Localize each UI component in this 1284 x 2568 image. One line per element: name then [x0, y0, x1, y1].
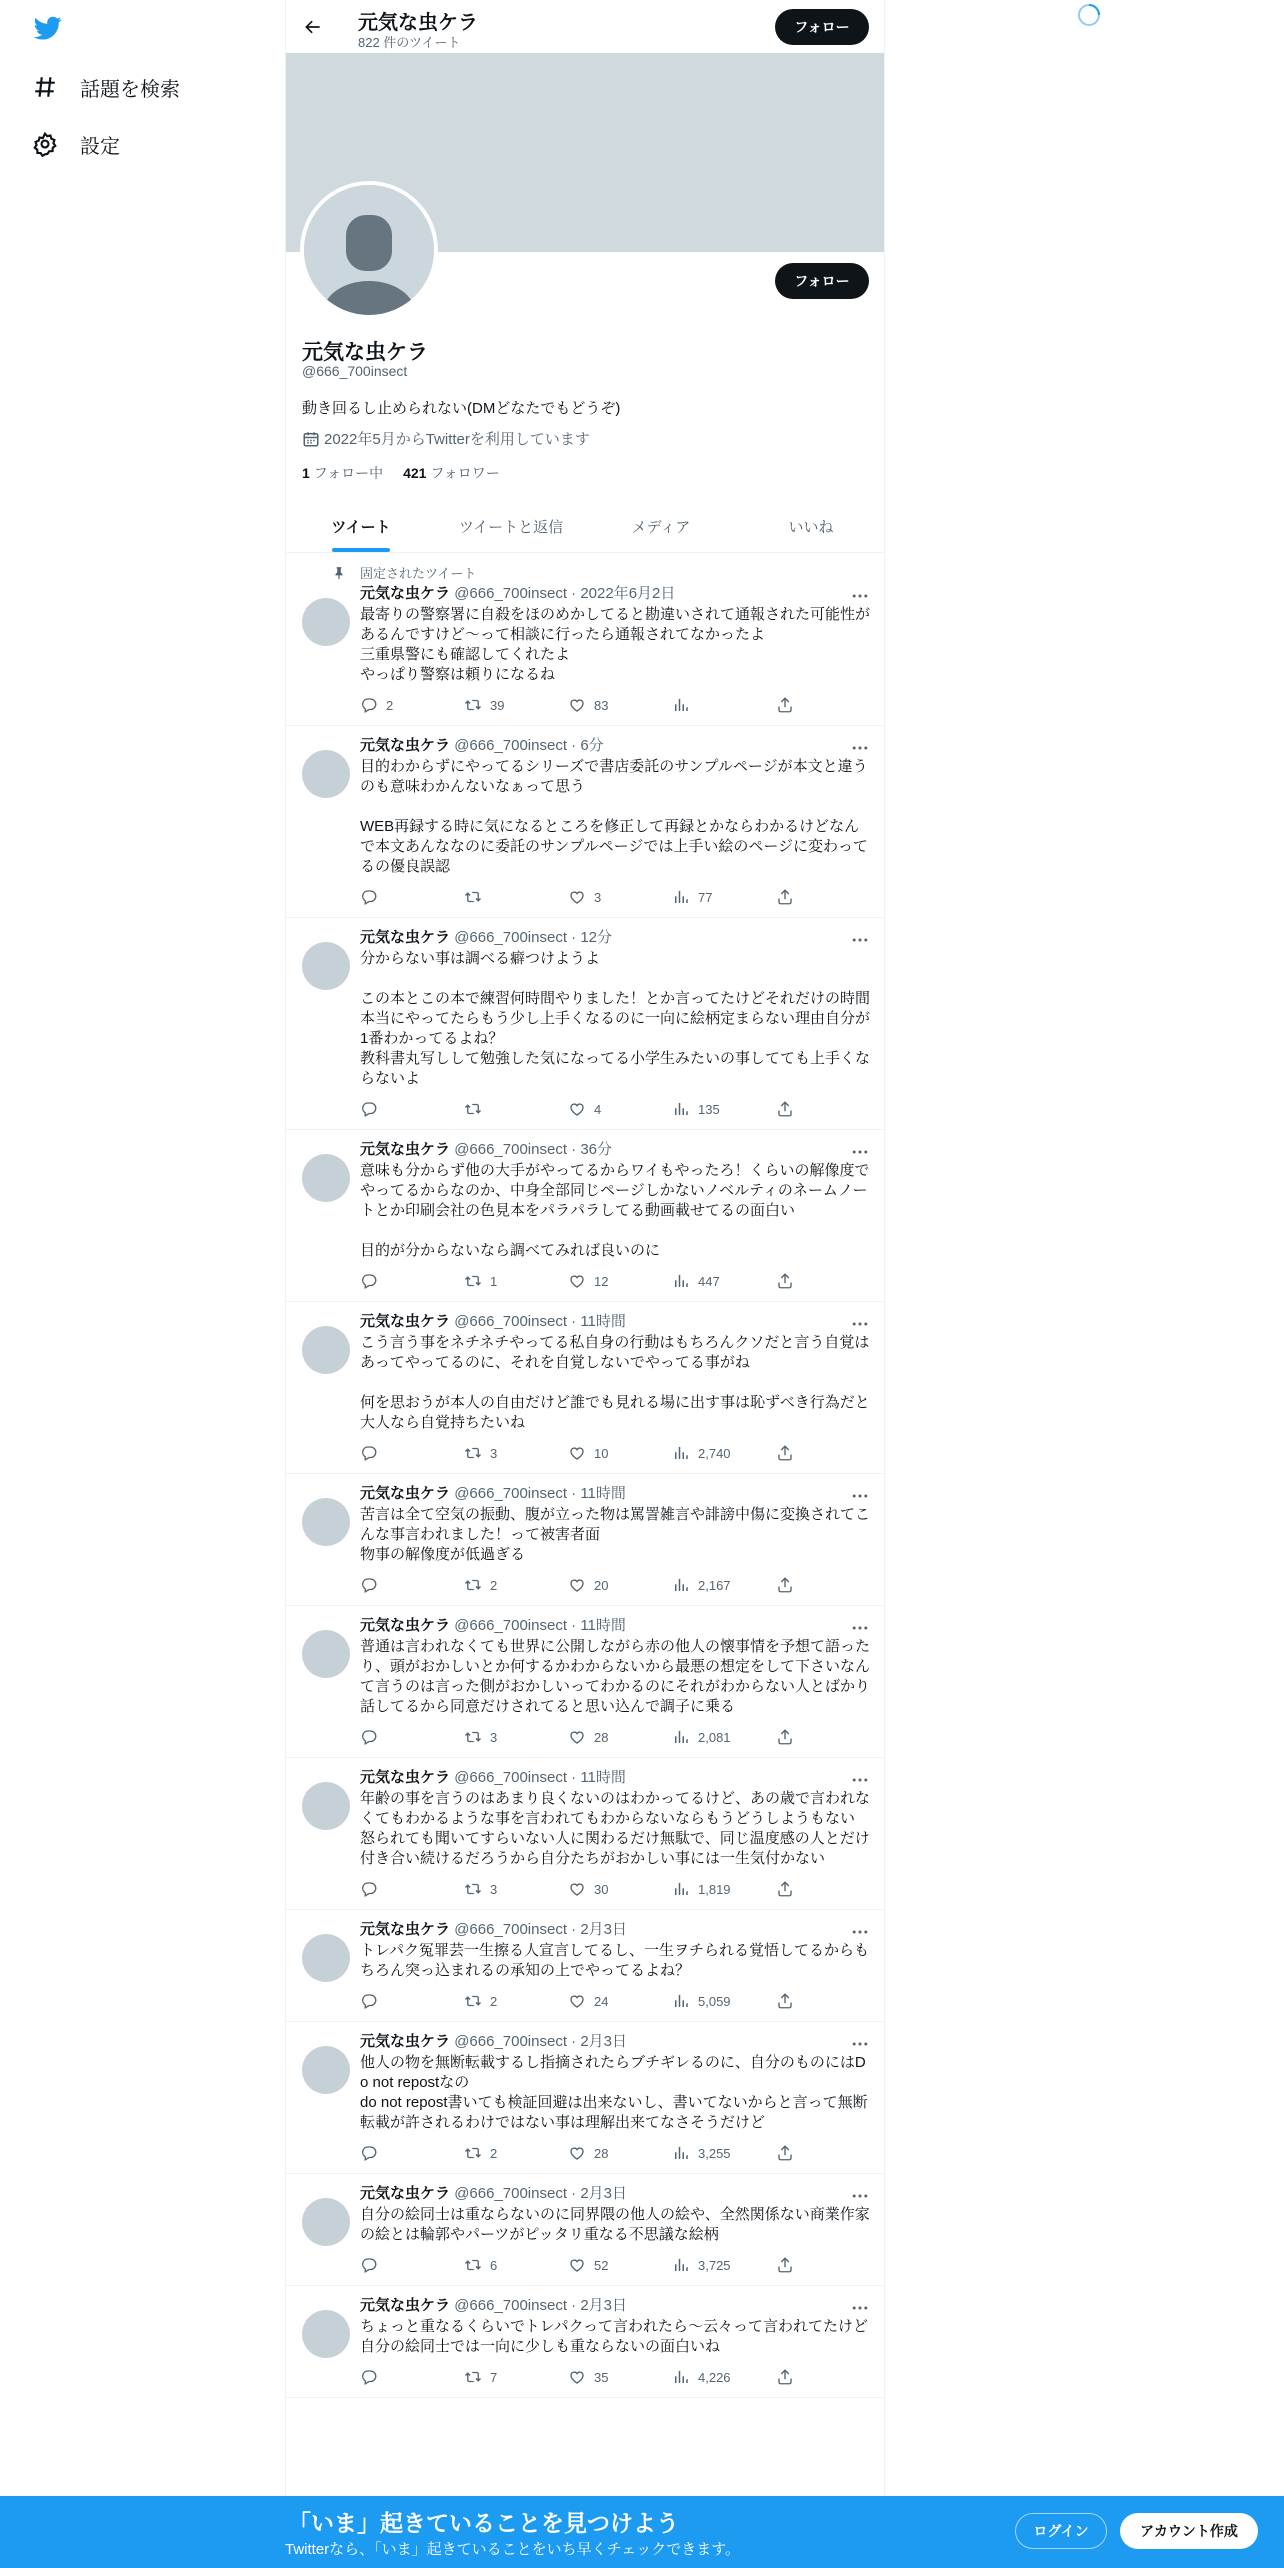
- tweet-author-name[interactable]: 元気な虫ケラ: [360, 1313, 451, 1330]
- reply-button[interactable]: [360, 1272, 464, 1290]
- views-count: 447: [698, 1273, 720, 1289]
- hashtag-icon: [32, 74, 58, 100]
- views-button[interactable]: [672, 1992, 776, 2010]
- profile-name: 元気な虫ケラ: [302, 341, 428, 364]
- signup-banner: [0, 2496, 1284, 2568]
- following-count: 1: [302, 465, 310, 481]
- retweet-count: 39: [490, 697, 505, 713]
- heart-icon: [568, 1444, 594, 1462]
- tweet-author-name[interactable]: 元気な虫ケラ: [360, 1921, 451, 1938]
- retweet-button[interactable]: [464, 696, 568, 714]
- back-arrow-icon: [303, 17, 323, 37]
- retweet-button[interactable]: [464, 1576, 568, 1594]
- retweet-button[interactable]: [464, 2256, 568, 2274]
- retweet-button[interactable]: [464, 888, 568, 906]
- views-chart-icon: [672, 696, 698, 714]
- views-chart-icon: [672, 2144, 698, 2162]
- share-icon: [776, 1272, 802, 1290]
- more-options-icon[interactable]: [850, 2034, 870, 2054]
- twitter-logo-icon[interactable]: [31, 14, 65, 42]
- views-count: 5,059: [698, 1993, 731, 2009]
- profile-avatar[interactable]: [300, 181, 438, 319]
- tweet-header: [360, 1616, 870, 1636]
- tweet-actions: [360, 2367, 870, 2387]
- tweet[interactable]: [286, 1606, 885, 1758]
- tweet-avatar[interactable]: [302, 1630, 350, 1678]
- tweet-actions: [360, 1991, 870, 2011]
- more-options-icon[interactable]: [850, 1142, 870, 1162]
- tweet-actions: [360, 2255, 870, 2275]
- retweet-button[interactable]: [464, 2144, 568, 2162]
- tweet-header: [360, 1140, 870, 1160]
- views-chart-icon: [672, 2368, 698, 2386]
- tweet-avatar[interactable]: [302, 2310, 350, 2358]
- profile-joined-text: 2022年5月からTwitterを利用しています: [324, 431, 590, 448]
- tweet[interactable]: [286, 1910, 885, 2022]
- tweet-text: トレパク冤罪芸一生擦る人宣言してるし、一生ヲチられる覚悟してるからもちろん突っ込まれるの承知の上でやってるよね？: [360, 1942, 869, 1979]
- retweet-icon: [464, 1880, 490, 1898]
- tab-media[interactable]: メディア: [631, 518, 691, 536]
- views-count: 3,725: [698, 2257, 731, 2273]
- nav-explore[interactable]: [32, 67, 180, 107]
- like-count: 3: [594, 889, 602, 905]
- tweet-actions: [360, 1271, 870, 1291]
- like-button[interactable]: [568, 2256, 672, 2274]
- tweet-actions: [360, 695, 870, 715]
- tweet-meta[interactable]: @666_700insect · 36分: [454, 1141, 613, 1158]
- reply-icon: [360, 888, 386, 906]
- tweet-header: [360, 928, 870, 948]
- tweet[interactable]: [286, 2286, 885, 2398]
- followers-link[interactable]: [403, 463, 500, 483]
- tweet-text: 年齢の事を言うのはあまり良くないのはわかってるけど、あの歳で言われなくてもわかるような事を言われてもわからないならもうどうしようもない 怒られても聞いてすらいない人に関わるだけ無駄で、同じ温度感の人とだけ付き合い続けるだろうから自分たちがおかしい事には一生気付かない: [360, 1790, 871, 1867]
- views-chart-icon: [672, 1100, 698, 1118]
- retweet-icon: [464, 1100, 490, 1118]
- tweet-avatar[interactable]: [302, 2046, 350, 2094]
- profile-follow-stats: [302, 463, 500, 483]
- retweet-icon: [464, 888, 490, 906]
- like-count: 28: [594, 1729, 609, 1745]
- heart-icon: [568, 1100, 594, 1118]
- like-count: 28: [594, 2145, 609, 2161]
- gear-icon: [32, 131, 58, 157]
- tweet-author-name[interactable]: 元気な虫ケラ: [360, 2185, 451, 2202]
- default-avatar-icon: [304, 185, 434, 315]
- reply-button[interactable]: [360, 1880, 464, 1898]
- tweet-text: 意味も分からず他の大手がやってるからワイもやったろ！くらいの解像度でやってるからなのか、中身全部同じページしかないノベルティのネームノートとか印刷会社の色見本をパラパラしてる動画載せてるの面白い 目的が分からないなら調べてみれば良いのに: [360, 1162, 870, 1259]
- tweet-text: 苦言は全て空気の振動、腹が立った物は罵詈雑言や誹謗中傷に変換されてこんな事言われました！って被害者面 物事の解像度が低過ぎる: [360, 1506, 871, 1563]
- heart-icon: [568, 2368, 594, 2386]
- reply-icon: [360, 1444, 386, 1462]
- tab-likes[interactable]: いいね: [788, 518, 834, 536]
- views-button[interactable]: [672, 2144, 776, 2162]
- header-title: 元気な虫ケラ: [358, 12, 478, 34]
- views-count: 3,255: [698, 2145, 731, 2161]
- retweet-count: 3: [490, 1881, 498, 1897]
- loading-spinner-icon: [1077, 3, 1101, 27]
- retweet-count: 3: [490, 1729, 498, 1745]
- tweet-text: 分からない事は調べる癖つけようよ この本とこの本で練習何時間やりました！とか言ってたけどそれだけの時間本当にやってたらもう少し上手くなるのに一向に絵柄定まらない理由自分が1番わかってるよね？ 教科書丸写しして勉強した気になってる小学生みたいの事してても上手くならないよ: [360, 950, 871, 1087]
- views-chart-icon: [672, 888, 698, 906]
- reply-button[interactable]: [360, 2144, 464, 2162]
- share-icon: [776, 2144, 802, 2162]
- share-icon: [776, 1444, 802, 1462]
- retweet-count: 7: [490, 2369, 498, 2385]
- tab-tweets[interactable]: ツイート: [286, 500, 436, 552]
- like-button[interactable]: [568, 1576, 672, 1594]
- retweet-icon: [464, 2256, 490, 2274]
- share-icon: [776, 696, 802, 714]
- like-count: 30: [594, 1881, 609, 1897]
- tweet-avatar[interactable]: [302, 942, 350, 990]
- signup-banner-subtitle: Twitterなら、「いま」起きていることをいち早くチェックできます。: [285, 2541, 741, 2558]
- views-chart-icon: [672, 1992, 698, 2010]
- like-button[interactable]: [568, 1272, 672, 1290]
- reply-icon: [360, 1728, 386, 1746]
- like-button[interactable]: [568, 1100, 672, 1118]
- tweet-text: こう言う事をネチネチやってる私自身の行動はもちろんクソだと言う自覚はあってやってるのに、それを自覚しないでやってる事がね 何を思おうが本人の自由だけど誰でも見れる場に出す事は恥ずべき行為だと大人なら自覚持ちたいね: [360, 1334, 870, 1431]
- tweet-meta[interactable]: @666_700insect · 11時間: [454, 1617, 626, 1634]
- tweet-header: [360, 1920, 870, 1940]
- views-chart-icon: [672, 2256, 698, 2274]
- tweet[interactable]: [286, 2022, 885, 2174]
- views-button[interactable]: [672, 2368, 776, 2386]
- tweet-header: [360, 2184, 870, 2204]
- following-link[interactable]: [302, 463, 383, 483]
- tweet-meta[interactable]: @666_700insect · 2月3日: [454, 2185, 628, 2202]
- tweet-actions: [360, 887, 870, 907]
- profile-follow-button[interactable]: フォロー: [775, 263, 869, 299]
- tweet-avatar[interactable]: [302, 1326, 350, 1374]
- retweet-button[interactable]: [464, 2368, 568, 2386]
- tweet-header: [360, 1312, 870, 1332]
- reply-button[interactable]: [360, 1100, 464, 1118]
- heart-icon: [568, 888, 594, 906]
- tweet-header: [360, 2032, 870, 2052]
- header-tweet-count: 822 件のツイート: [358, 35, 461, 50]
- reply-button[interactable]: [360, 696, 464, 714]
- tweet-avatar[interactable]: [302, 1498, 350, 1546]
- share-button[interactable]: [776, 1100, 802, 1118]
- share-icon: [776, 1728, 802, 1746]
- more-options-icon[interactable]: [850, 1618, 870, 1638]
- retweet-count: 2: [490, 2145, 498, 2161]
- tweet-header: [360, 1484, 870, 1504]
- tweet-header: [360, 1768, 870, 1788]
- views-chart-icon: [672, 1576, 698, 1594]
- views-button[interactable]: [672, 1272, 776, 1290]
- reply-button[interactable]: [360, 2256, 464, 2274]
- profile-column: [285, 0, 885, 2500]
- tweet-text: 自分の絵同士は重ならないのに同界隈の他人の絵や、全然関係ない商業作家の絵とは輪郭やパーツがピッタリ重なる不思議な絵柄: [360, 2206, 870, 2243]
- like-button[interactable]: [568, 1728, 672, 1746]
- like-count: 83: [594, 697, 609, 713]
- reply-button[interactable]: [360, 1992, 464, 2010]
- retweet-icon: [464, 2368, 490, 2386]
- tweet-actions: [360, 1099, 870, 1119]
- retweet-button[interactable]: [464, 1100, 568, 1118]
- tweet-author-name[interactable]: 元気な虫ケラ: [360, 1617, 451, 1634]
- heart-icon: [568, 1728, 594, 1746]
- retweet-count: 6: [490, 2257, 498, 2273]
- tweet[interactable]: [286, 1130, 885, 1302]
- reply-button[interactable]: [360, 1728, 464, 1746]
- reply-button[interactable]: [360, 1576, 464, 1594]
- reply-icon: [360, 2256, 386, 2274]
- reply-button[interactable]: [360, 2368, 464, 2386]
- views-chart-icon: [672, 1444, 698, 1462]
- views-button[interactable]: [672, 1576, 776, 1594]
- tweet-avatar[interactable]: [302, 1782, 350, 1830]
- tab-tweets-and-replies[interactable]: ツイートと返信: [458, 518, 564, 536]
- heart-icon: [568, 696, 594, 714]
- tweet-meta[interactable]: @666_700insect · 12分: [454, 929, 613, 946]
- tweet-meta[interactable]: @666_700insect · 2月3日: [454, 1921, 628, 1938]
- share-button[interactable]: [776, 1880, 802, 1898]
- share-icon: [776, 1992, 802, 2010]
- retweet-button[interactable]: [464, 1728, 568, 1746]
- share-button[interactable]: [776, 2368, 802, 2386]
- tweet-meta[interactable]: @666_700insect · 6分: [454, 737, 604, 754]
- profile-bio: 動き回るし止められない(DMどなたでもどうぞ): [302, 400, 621, 417]
- retweet-icon: [464, 1444, 490, 1462]
- like-button[interactable]: [568, 1880, 672, 1898]
- tweet-header: [360, 736, 870, 756]
- following-label: フォロー中: [313, 465, 384, 481]
- reply-icon: [360, 2144, 386, 2162]
- signup-button[interactable]: アカウント作成: [1120, 2513, 1258, 2549]
- heart-icon: [568, 2144, 594, 2162]
- reply-button[interactable]: [360, 888, 464, 906]
- like-button[interactable]: [568, 888, 672, 906]
- tweet[interactable]: [286, 1302, 885, 1474]
- nav-explore-label: 話題を検索: [80, 78, 180, 101]
- share-icon: [776, 888, 802, 906]
- tweet-text: 他人の物を無断転載するし指摘されたらブチギレるのに、自分のものにはDo not repostなの do not repost書いても検証回避は出来ないし、書いてないからと言って無断転載が許されるわけではない事は理解出来てなさそうだけど: [360, 2054, 868, 2131]
- calendar-icon: [302, 430, 320, 448]
- views-button[interactable]: [672, 1880, 776, 1898]
- retweet-count: 2: [490, 1577, 498, 1593]
- heart-icon: [568, 1576, 594, 1594]
- retweet-count: 1: [490, 1273, 498, 1289]
- share-button[interactable]: [776, 888, 802, 906]
- tweet-author-name[interactable]: 元気な虫ケラ: [360, 737, 451, 754]
- like-button[interactable]: [568, 2368, 672, 2386]
- tweet-text: ちょっと重なるくらいでトレパクって言われたら〜云々って言われてたけど自分の絵同士では一向に少しも重ならないの面白いね: [360, 2318, 869, 2355]
- signup-banner-title: 「いま」起きていることを見つけよう: [288, 2510, 679, 2536]
- tweet-header: [360, 2296, 870, 2316]
- share-button[interactable]: [776, 1728, 802, 1746]
- share-button[interactable]: [776, 696, 802, 714]
- like-count: 12: [594, 1273, 609, 1289]
- share-button[interactable]: [776, 1576, 802, 1594]
- heart-icon: [568, 1272, 594, 1290]
- share-button[interactable]: [776, 1444, 802, 1462]
- reply-icon: [360, 1880, 386, 1898]
- pin-icon: [332, 566, 346, 580]
- pinned-tweet-label: [330, 563, 870, 582]
- nav-settings-label: 設定: [80, 135, 120, 158]
- like-button[interactable]: [568, 1444, 672, 1462]
- views-chart-icon: [672, 1880, 698, 1898]
- profile-joined: [302, 428, 590, 449]
- tweet-text: 最寄りの警察署に自殺をほのめかしてると勘違いされて通報された可能性があるんですけど〜って相談に行ったら通報されてなかったよ 三重県警にも確認してくれたよ やっぱり警察は頼りになるね: [360, 606, 871, 683]
- retweet-icon: [464, 696, 490, 714]
- tweet-meta[interactable]: @666_700insect · 2月3日: [454, 2297, 628, 2314]
- tweet-meta[interactable]: @666_700insect · 2022年6月2日: [454, 585, 676, 602]
- tweet-author-name[interactable]: 元気な虫ケラ: [360, 1769, 451, 1786]
- heart-icon: [568, 1880, 594, 1898]
- views-button[interactable]: [672, 2256, 776, 2274]
- retweet-button[interactable]: [464, 1880, 568, 1898]
- tweet-author-name[interactable]: 元気な虫ケラ: [360, 929, 451, 946]
- nav-settings[interactable]: [32, 124, 120, 164]
- tweet-avatar[interactable]: [302, 1154, 350, 1202]
- tweet-timeline: [286, 553, 885, 2398]
- profile-handle: @666_700insect: [302, 363, 408, 379]
- tweet-author-name[interactable]: 元気な虫ケラ: [360, 585, 451, 602]
- views-button[interactable]: [672, 1100, 776, 1118]
- share-icon: [776, 2368, 802, 2386]
- more-options-icon[interactable]: [850, 1314, 870, 1334]
- retweet-button[interactable]: [464, 1272, 568, 1290]
- like-count: 35: [594, 2369, 609, 2385]
- share-button[interactable]: [776, 2256, 802, 2274]
- views-count: 2,167: [698, 1577, 731, 1593]
- share-button[interactable]: [776, 1272, 802, 1290]
- tweet-actions: [360, 1443, 870, 1463]
- views-count: 1,819: [698, 1881, 731, 1897]
- share-button[interactable]: [776, 2144, 802, 2162]
- back-button[interactable]: [296, 10, 330, 44]
- tweet-author-name[interactable]: 元気な虫ケラ: [360, 2033, 451, 2050]
- tweet[interactable]: [286, 918, 885, 1130]
- tweet-author-name[interactable]: 元気な虫ケラ: [360, 1141, 451, 1158]
- tweet-avatar[interactable]: [302, 1934, 350, 1982]
- retweet-icon: [464, 1992, 490, 2010]
- tweet-meta[interactable]: @666_700insect · 11時間: [454, 1769, 626, 1786]
- header-follow-button[interactable]: フォロー: [775, 9, 869, 45]
- like-count: 10: [594, 1445, 609, 1461]
- share-icon: [776, 1880, 802, 1898]
- tweet-meta[interactable]: @666_700insect · 11時間: [454, 1313, 626, 1330]
- reply-icon: [360, 2368, 386, 2386]
- more-options-icon[interactable]: [850, 2298, 870, 2318]
- share-icon: [776, 1100, 802, 1118]
- tweet-actions: [360, 1575, 870, 1595]
- tweet[interactable]: [286, 1474, 885, 1606]
- profile-tabs: [286, 500, 885, 553]
- tweet-text: 普通は言われなくても世界に公開しながら赤の他人の懐事情を予想て語ったり、頭がおかしいとか何するかわからないから最悪の想定をして下さいなんて言うのは言った側がおかしいってわかるのにそれがわからない人とばかり話してるから同意だけされてると思い込んで調子に乗る: [360, 1638, 871, 1715]
- like-count: 20: [594, 1577, 609, 1593]
- more-options-icon[interactable]: [850, 1486, 870, 1506]
- tweet-avatar[interactable]: [302, 598, 350, 646]
- views-count: 2,740: [698, 1445, 731, 1461]
- views-count: 4,226: [698, 2369, 731, 2385]
- more-options-icon[interactable]: [850, 1770, 870, 1790]
- tweet-meta[interactable]: @666_700insect · 11時間: [454, 1485, 626, 1502]
- tweet-avatar[interactable]: [302, 2198, 350, 2246]
- tweet[interactable]: [286, 726, 885, 918]
- tweet[interactable]: [286, 2174, 885, 2286]
- retweet-icon: [464, 1728, 490, 1746]
- share-icon: [776, 1576, 802, 1594]
- reply-icon: [360, 1576, 386, 1594]
- retweet-count: 3: [490, 1445, 498, 1461]
- reply-count: 2: [386, 697, 394, 713]
- retweet-button[interactable]: [464, 1992, 568, 2010]
- like-button[interactable]: [568, 1992, 672, 2010]
- views-count: 2,081: [698, 1729, 731, 1745]
- heart-icon: [568, 1992, 594, 2010]
- tweet-text: 目的わからずにやってるシリーズで書店委託のサンプルページが本文と違うのも意味わかんないなぁって思う WEB再録する時に気になるところを修正して再録とかならわかるけどなんで本文あんななのに委託のサンプルページでは上手い絵のページに変わってるの優良誤認: [360, 758, 868, 875]
- retweet-count: 2: [490, 1993, 498, 2009]
- profile-header-bar: [286, 0, 885, 53]
- more-options-icon[interactable]: [850, 586, 870, 606]
- views-button[interactable]: [672, 696, 776, 714]
- views-button[interactable]: [672, 1728, 776, 1746]
- reply-icon: [360, 1272, 386, 1290]
- reply-icon: [360, 1100, 386, 1118]
- followers-label: フォロワー: [430, 465, 500, 481]
- retweet-icon: [464, 1576, 490, 1594]
- more-options-icon[interactable]: [850, 2186, 870, 2206]
- tweet-author-name[interactable]: 元気な虫ケラ: [360, 2297, 451, 2314]
- tweet-header: [360, 584, 870, 604]
- pinned-label-text: 固定されたツイート: [360, 566, 477, 581]
- heart-icon: [568, 2256, 594, 2274]
- login-button[interactable]: ログイン: [1015, 2513, 1107, 2549]
- retweet-icon: [464, 2144, 490, 2162]
- like-button[interactable]: [568, 696, 672, 714]
- reply-icon: [360, 696, 386, 714]
- more-options-icon[interactable]: [850, 738, 870, 758]
- like-count: 4: [594, 1101, 602, 1117]
- tweet-actions: [360, 1727, 870, 1747]
- reply-icon: [360, 1992, 386, 2010]
- tweet[interactable]: [286, 1758, 885, 1910]
- tweet-actions: [360, 2143, 870, 2163]
- reply-button[interactable]: [360, 1444, 464, 1462]
- views-chart-icon: [672, 1728, 698, 1746]
- more-options-icon[interactable]: [850, 1922, 870, 1942]
- tweet[interactable]: [286, 553, 885, 726]
- followers-count: 421: [403, 465, 427, 481]
- retweet-icon: [464, 1272, 490, 1290]
- like-count: 24: [594, 1993, 609, 2009]
- share-button[interactable]: [776, 1992, 802, 2010]
- views-count: 135: [698, 1101, 720, 1117]
- left-navigation: [0, 0, 285, 2500]
- tweet-meta[interactable]: @666_700insect · 2月3日: [454, 2033, 628, 2050]
- like-count: 52: [594, 2257, 609, 2273]
- views-chart-icon: [672, 1272, 698, 1290]
- retweet-button[interactable]: [464, 1444, 568, 1462]
- tweet-avatar[interactable]: [302, 750, 350, 798]
- views-button[interactable]: [672, 1444, 776, 1462]
- tweet-author-name[interactable]: 元気な虫ケラ: [360, 1485, 451, 1502]
- tweet-actions: [360, 1879, 870, 1899]
- like-button[interactable]: [568, 2144, 672, 2162]
- views-button[interactable]: [672, 888, 776, 906]
- views-count: 77: [698, 889, 713, 905]
- more-options-icon[interactable]: [850, 930, 870, 950]
- share-icon: [776, 2256, 802, 2274]
